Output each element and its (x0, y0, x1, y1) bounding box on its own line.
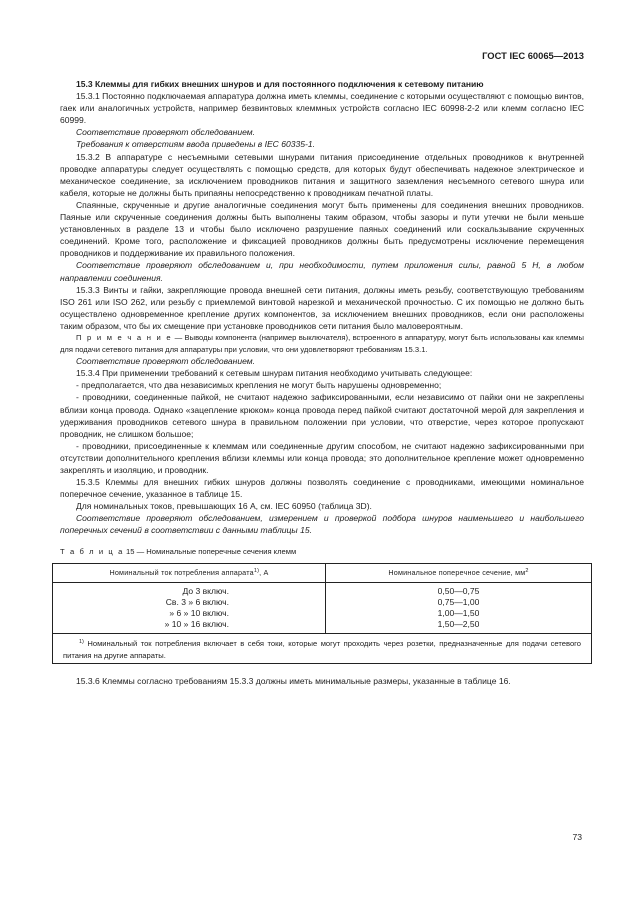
table-cell: 0,50—0,75 (437, 585, 480, 596)
table-header-current (53, 563, 326, 582)
page-content (60, 78, 584, 687)
compliance-15-3-1: Соответствие проверяют обследованием. (76, 127, 256, 138)
footnote-mark: 1) (79, 639, 84, 646)
standard-header: ГОСТ IEC 60065—2013 (482, 50, 584, 61)
paragraph-15-3-4: 15.3.4 При применении требований к сетевым шнурам питания необходимо учитывать следующее: (76, 368, 473, 379)
table-caption-text: 15 — Номинальные поперечные сечения клемм (123, 546, 297, 556)
paragraph-15-3-1: 15.3.1 Постоянно подключаемая аппаратура должна иметь клеммы, соединение с которыми осуществляют с помощью винтов, гаек или аналогичных устройств, например безвинтовых клеммных устройств согласно IEC 60998-2-2 или клемм согласно IEC 60999. (60, 91, 584, 126)
compliance-15-3-2: Соответствие проверяют обследованием и, при необходимости, путем приложения силы, равной 5 Н, в любом направлении соединения. (60, 260, 584, 283)
table-cell: » 6 » 10 включ. (169, 607, 229, 618)
table-cell: Св. 3 » 6 включ. (165, 596, 229, 607)
header-text: Номинальный ток потребления аппарата (109, 567, 254, 577)
paragraph-15-3-3: 15.3.3 Винты и гайки, закрепляющие провода внешней сети питания, должны иметь резьбу, соответствующую требованиям ISO 261 или ISO 262, или резьбу с приемлемой винтовой нарезкой и механической прочностью. С их помощью не должно быть осуществлено одновременное крепление других компонентов, за исключением внешних проводников, если они расположены таким образом, что бы их смещение при установке проводников сети питания было маловероятным. (60, 284, 584, 331)
list-item: - проводники, соединенные пайкой, не считают надежно зафиксированными, если независимо от пайки они не закреплены вблизи конца провода. Однако «зацепление крюком» конца провода перед пайкой считают достаточной мерой для закрепления и удерживания проводников сетевого шнура в правильном положении при условии, что отверстие, через которое пропускают проводник, не слишком большое; (60, 392, 584, 439)
table-caption (60, 546, 584, 557)
table-15 (52, 563, 592, 665)
header-text: Номинальное поперечное сечение, мм (388, 567, 526, 577)
paragraph-15-3-5: 15.3.5 Клеммы для внешних гибких шнуров должны позволять соединение с проводниками, имеющими номинальное поперечное сечение, указанное в таблице 15. (60, 477, 584, 500)
table-header-section (326, 563, 592, 582)
table-cell: 0,75—1,00 (437, 596, 480, 607)
current-values-cell (53, 582, 326, 634)
paragraph-15-3-5-b: Для номинальных токов, превышающих 16 А, см. IEC 60950 (таблица 3D). (76, 501, 372, 512)
section-title: 15.3 Клеммы для гибких внешних шнуров и для постоянного подключения к сетевому питанию (76, 79, 484, 89)
reference-15-3-1: Требования к отверстиям ввода приведены в IEC 60335-1. (76, 139, 315, 150)
footnote-text: Номинальный ток потребления включает в себя токи, которые могут проходить через розетки, предназначенные для подачи сетевого питания на другие аппараты. (63, 639, 581, 660)
table-footnote-row (53, 634, 592, 664)
unit-exponent: 2 (525, 567, 529, 574)
footnote-ref: 1) (253, 567, 260, 574)
table-cell: » 10 » 16 включ. (164, 619, 229, 630)
table-cell: 1,00—1,50 (437, 607, 480, 618)
list-item: - предполагается, что два независимых крепления не могут быть нарушены одновременно; (76, 380, 442, 391)
header-unit: , А (259, 567, 269, 577)
table-body-row (53, 582, 592, 634)
note-15-3-3 (60, 332, 584, 355)
table-cell: 1,50—2,50 (437, 619, 480, 630)
table-caption-label: Т а б л и ц а (60, 546, 124, 556)
compliance-15-3-5: Соответствие проверяют обследованием, измерением и проверкой подбора шнуров наименьшего и наибольшего поперечных сечений в соответствии с данными таблицы 15. (60, 513, 584, 536)
list-item: - проводники, присоединенные к клеммам или соединенные другим способом, не считают надежно зафиксированными при отсутствии дополнительного крепления вблизи клеммы или конца провода; это дополнительное крепление может одновременно закреплять и изоляцию, и проводник. (60, 440, 584, 475)
note-label: П р и м е ч а н и е (76, 332, 173, 342)
paragraph-15-3-2-b: Спаянные, скрученные и другие аналогичные соединения могут быть применены для соединения внешних проводников. Паяные или скрученные соединения должны быть выполнены таким образом, чтобы зазоры и пути утечки не были меньше установленных в разделе 13 и чтобы было исключено разрушение паяных соединений или соскальзывание скрученных соединений. Кроме того, расположение и фиксацией проводников должны быть предусмотрены исключение перемещения проводников и поддерживание их правильного положения. (60, 199, 584, 259)
table-cell: До 3 включ. (182, 585, 229, 596)
table-header-row (53, 563, 592, 582)
compliance-15-3-3: Соответствие проверяют обследованием. (76, 356, 256, 367)
paragraph-15-3-2: 15.3.2 В аппаратуре с несъемными сетевыми шнурами питания присоединение отдельных проводников к внутренней проводке аппаратуры следует осуществлять с помощью средств, для которых будут обеспечивать надежное электрическое и механическое соединение, за исключением проводников питания и защитного заземления несъемного сетевого шнура или кабеля, которые не должны быть припаяны непосредственно к проводникам печатной платы. (60, 151, 584, 198)
page-number: 73 (572, 832, 582, 842)
note-text: — Выводы компонента (например выключателя), встроенного в аппаратуру, могут быть использованы как клеммы для подачи сетевого питания для аппаратуры при условии, что они удовлетворяют требованиям 15.3.1. (60, 332, 584, 354)
table-footnote (53, 634, 592, 664)
paragraph-15-3-6: 15.3.6 Клеммы согласно требованиям 15.3.3 должны иметь минимальные размеры, указанные в таблице 16. (76, 676, 511, 687)
section-values-cell (326, 582, 592, 634)
